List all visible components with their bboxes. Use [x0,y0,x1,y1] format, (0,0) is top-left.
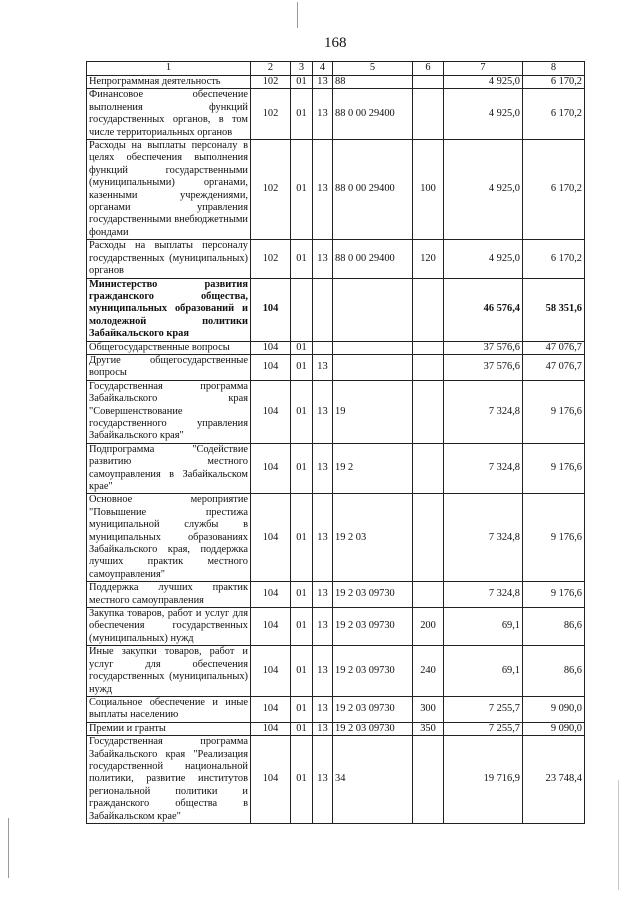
cell-col7: 69,1 [444,646,523,697]
cell-col8: 6 170,2 [523,140,585,240]
cell-col5: 88 0 00 29400 [333,240,413,278]
cell-col3: 01 [291,582,313,608]
cell-col4: 13 [313,722,333,735]
cell-col6 [413,494,444,582]
cell-col2: 104 [251,278,291,341]
row-name: Финансовое обеспечение выполнения функций государственных органов, в том числе территориальных органов [87,89,251,140]
cell-col7: 19 716,9 [444,736,523,824]
scan-mark-top [297,2,298,28]
cell-col5: 19 2 03 [333,494,413,582]
cell-col2: 104 [251,582,291,608]
cell-col2: 102 [251,240,291,278]
cell-col6 [413,89,444,140]
table-row [87,443,585,494]
cell-col2: 102 [251,89,291,140]
row-name: Премии и гранты [87,722,251,735]
cell-col3: 01 [291,89,313,140]
cell-col2: 104 [251,722,291,735]
table-row [87,89,585,140]
cell-col8: 9 176,6 [523,443,585,494]
table-row [87,494,585,582]
cell-col6 [413,443,444,494]
table-row [87,380,585,443]
cell-col7: 4 925,0 [444,240,523,278]
cell-col4: 13 [313,140,333,240]
cell-col7: 4 925,0 [444,140,523,240]
header-cell: 6 [413,62,444,76]
header-cell: 2 [251,62,291,76]
cell-col7: 7 324,8 [444,582,523,608]
cell-col6 [413,354,444,380]
cell-col6 [413,582,444,608]
cell-col4: 13 [313,89,333,140]
cell-col5 [333,354,413,380]
cell-col8: 86,6 [523,646,585,697]
cell-col5: 19 2 03 09730 [333,608,413,646]
cell-col6: 120 [413,240,444,278]
table-row [87,736,585,824]
cell-col3: 01 [291,341,313,354]
cell-col7: 7 324,8 [444,443,523,494]
cell-col4: 13 [313,736,333,824]
cell-col6 [413,380,444,443]
cell-col4: 13 [313,646,333,697]
row-name: Социальное обеспечение и иные выплаты населению [87,696,251,722]
row-name: Расходы на выплаты персоналу государственных (муниципальных) органов [87,240,251,278]
table-row [87,722,585,735]
cell-col3: 01 [291,494,313,582]
cell-col5: 88 [333,76,413,89]
cell-col5: 19 2 03 09730 [333,646,413,697]
cell-col8: 86,6 [523,608,585,646]
cell-col2: 104 [251,354,291,380]
cell-col3: 01 [291,354,313,380]
table-row [87,278,585,341]
cell-col5: 19 2 03 09730 [333,696,413,722]
row-name: Иные закупки товаров, работ и услуг для обеспечения государственных (муниципальных) нужд [87,646,251,697]
row-name: Основное мероприятие "Повышение престижа муниципальной службы в муниципальных образованиях Забайкальского края, поддержка лучших практик местного самоуправления" [87,494,251,582]
cell-col8: 6 170,2 [523,76,585,89]
table-row [87,76,585,89]
cell-col8: 9 176,6 [523,380,585,443]
cell-col2: 104 [251,696,291,722]
cell-col4: 13 [313,76,333,89]
cell-col8: 47 076,7 [523,341,585,354]
cell-col4 [313,341,333,354]
cell-col2: 104 [251,646,291,697]
budget-table [86,61,585,824]
cell-col5 [333,278,413,341]
row-name: Подпрограмма "Содействие развитию местного самоуправления в Забайкальском крае" [87,443,251,494]
cell-col3: 01 [291,380,313,443]
cell-col5: 19 2 03 09730 [333,582,413,608]
cell-col4: 13 [313,582,333,608]
cell-col7: 7 255,7 [444,696,523,722]
cell-col5: 19 2 03 09730 [333,722,413,735]
cell-col8: 58 351,6 [523,278,585,341]
table-row [87,608,585,646]
cell-col3 [291,278,313,341]
cell-col3: 01 [291,608,313,646]
cell-col5: 88 0 00 29400 [333,89,413,140]
cell-col7: 37 576,6 [444,341,523,354]
cell-col8: 9 090,0 [523,696,585,722]
cell-col8: 9 090,0 [523,722,585,735]
header-cell: 8 [523,62,585,76]
row-name: Другие общегосударственные вопросы [87,354,251,380]
cell-col4: 13 [313,696,333,722]
table-row [87,140,585,240]
table-row [87,354,585,380]
scan-mark-right [618,780,619,890]
row-name: Государственная программа Забайкальского края "Реализация государственной национальной политики, развитие институтов региональной политики и гражданского общества в Забайкальском крае" [87,736,251,824]
table-row [87,646,585,697]
row-name: Непрограммная деятельность [87,76,251,89]
scan-mark-left [8,818,9,878]
row-name: Расходы на выплаты персоналу в целях обеспечения выполнения функций государственными (муниципальными) органами, казенными учреждениями, органами управления государственными внебюджетными фондами [87,140,251,240]
cell-col2: 104 [251,380,291,443]
cell-col6: 300 [413,696,444,722]
header-cell: 4 [313,62,333,76]
cell-col7: 37 576,6 [444,354,523,380]
table-row [87,696,585,722]
table-header-row [87,62,585,76]
cell-col3: 01 [291,443,313,494]
cell-col5: 19 [333,380,413,443]
cell-col6 [413,278,444,341]
cell-col7: 7 255,7 [444,722,523,735]
header-cell: 5 [333,62,413,76]
cell-col6 [413,341,444,354]
page-number: 168 [324,35,347,51]
cell-col8: 9 176,6 [523,582,585,608]
table-row [87,240,585,278]
cell-col6: 100 [413,140,444,240]
cell-col4: 13 [313,380,333,443]
row-name: Поддержка лучших практик местного самоуправления [87,582,251,608]
header-cell: 7 [444,62,523,76]
cell-col2: 102 [251,140,291,240]
cell-col3: 01 [291,696,313,722]
table-row [87,341,585,354]
row-name: Министерство развития гражданского общества, муниципальных образований и молодежной политики Забайкальского края [87,278,251,341]
cell-col4: 13 [313,608,333,646]
cell-col2: 104 [251,608,291,646]
cell-col3: 01 [291,646,313,697]
header-cell: 3 [291,62,313,76]
cell-col7: 7 324,8 [444,494,523,582]
cell-col6: 200 [413,608,444,646]
cell-col6: 350 [413,722,444,735]
cell-col3: 01 [291,76,313,89]
cell-col2: 104 [251,494,291,582]
cell-col6 [413,76,444,89]
cell-col2: 104 [251,443,291,494]
cell-col7: 46 576,4 [444,278,523,341]
cell-col2: 104 [251,341,291,354]
cell-col5: 19 2 [333,443,413,494]
cell-col3: 01 [291,140,313,240]
cell-col6 [413,736,444,824]
cell-col8: 23 748,4 [523,736,585,824]
cell-col5: 34 [333,736,413,824]
cell-col8: 6 170,2 [523,89,585,140]
cell-col3: 01 [291,240,313,278]
cell-col7: 4 925,0 [444,76,523,89]
cell-col4: 13 [313,494,333,582]
cell-col5 [333,341,413,354]
cell-col7: 7 324,8 [444,380,523,443]
cell-col6: 240 [413,646,444,697]
cell-col7: 69,1 [444,608,523,646]
cell-col4: 13 [313,354,333,380]
cell-col4: 13 [313,240,333,278]
cell-col2: 104 [251,736,291,824]
cell-col8: 47 076,7 [523,354,585,380]
row-name: Закупка товаров, работ и услуг для обеспечения государственных (муниципальных) нужд [87,608,251,646]
cell-col7: 4 925,0 [444,89,523,140]
cell-col3: 01 [291,736,313,824]
cell-col2: 102 [251,76,291,89]
cell-col3: 01 [291,722,313,735]
cell-col8: 9 176,6 [523,494,585,582]
table-row [87,582,585,608]
row-name: Общегосударственные вопросы [87,341,251,354]
cell-col5: 88 0 00 29400 [333,140,413,240]
row-name: Государственная программа Забайкальского края "Совершенствование государственного управления Забайкальского края" [87,380,251,443]
cell-col4 [313,278,333,341]
header-cell: 1 [87,62,251,76]
cell-col8: 6 170,2 [523,240,585,278]
cell-col4: 13 [313,443,333,494]
